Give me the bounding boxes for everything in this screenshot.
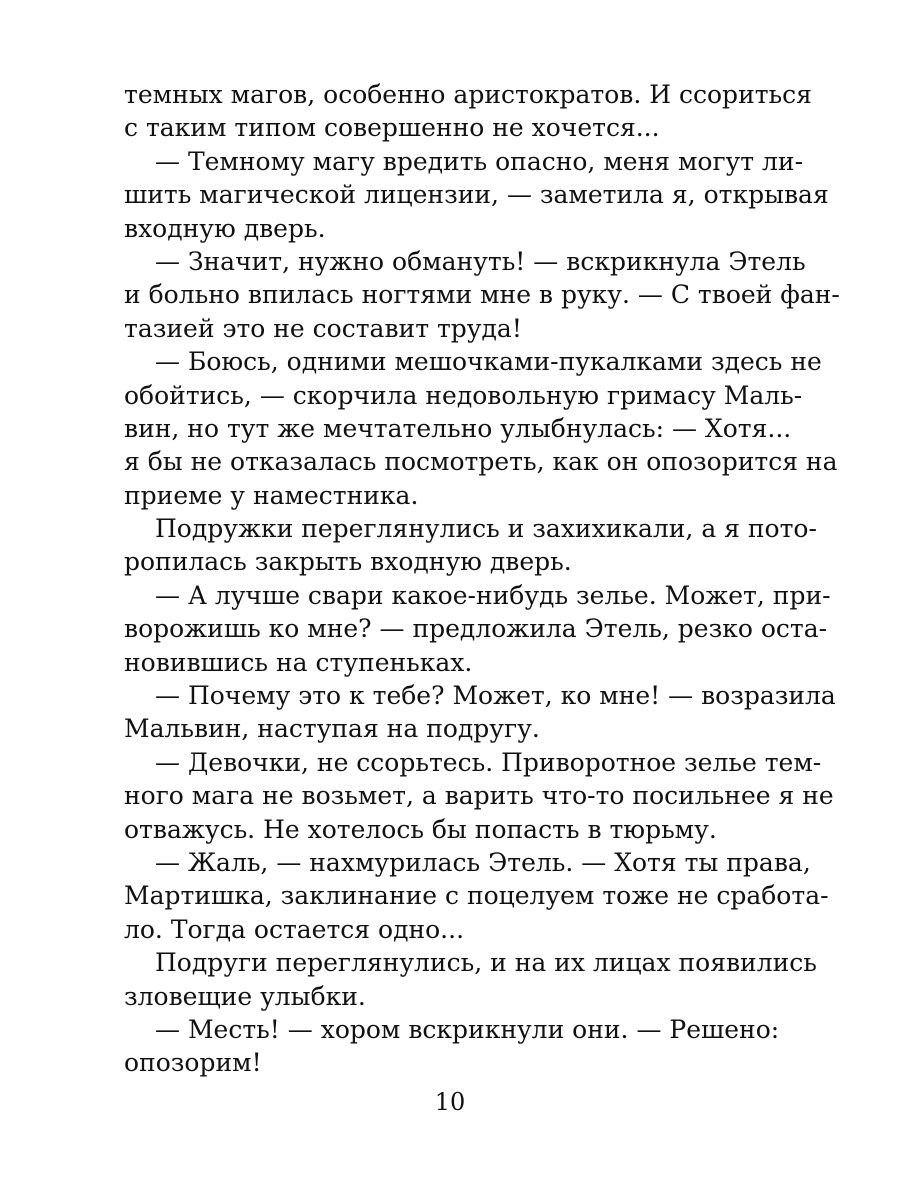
text-line: ворожишь ко мне? — предложила Этель, резко оста-: [124, 614, 828, 644]
text-line: — Значит, нужно обмануть! — вскрикнула Этель: [155, 246, 806, 276]
text-line: приеме у наместника.: [124, 480, 419, 510]
text-line: — Боюсь, одними мешочками-пукалками здесь не: [155, 347, 822, 377]
text-line: Мальвин, наступая на подругу.: [124, 714, 540, 744]
text-line: я бы не отказалась посмотреть, как он опозорится на: [124, 447, 838, 477]
text-line: ло. Тогда остается одно...: [124, 914, 465, 944]
page-number: 10: [434, 1088, 466, 1116]
text-line: шить магической лицензии, — заметила я, открывая: [124, 180, 829, 210]
text-line: ропилась закрыть входную дверь.: [124, 547, 572, 577]
text-line: тазией это не составит труда!: [124, 313, 522, 343]
text-line: Подруги переглянулись, и на их лицах появились: [155, 948, 817, 978]
text-line: отважусь. Не хотелось бы попасть в тюрьму.: [124, 814, 717, 844]
text-line: и больно впилась ногтями мне в руку. — С твоей фан-: [124, 280, 840, 310]
text-line: новившись на ступеньках.: [124, 647, 473, 677]
text-line: обойтись, — скорчила недовольную гримасу Маль-: [124, 380, 803, 410]
text-line: с таким типом совершенно не хочется...: [124, 113, 660, 143]
text-line: — Почему это к тебе? Может, ко мне! — возразила: [155, 681, 836, 711]
text-line: темных магов, особенно аристократов. И ссориться: [124, 80, 812, 109]
text-line: Подружки переглянулись и захихикали, а я пото-: [155, 514, 817, 544]
text-line: опозорим!: [124, 1048, 262, 1078]
text-line: Мартишка, заклинание с поцелуем тоже не сработа-: [124, 881, 829, 911]
text-line: — Девочки, не ссорьтесь. Приворотное зелье тем-: [155, 747, 822, 777]
text-line: вин, но тут же мечтательно улыбнулась: — Хотя...: [124, 413, 792, 443]
text-line: — Темному магу вредить опасно, меня могут ли-: [155, 146, 804, 176]
text-line: — А лучше свари какое-нибудь зелье. Может, при-: [155, 580, 831, 610]
text-line: ного мага не возьмет, а варить что-то посильнее я не: [124, 781, 834, 811]
text-line: — Месть! — хором вскрикнули они. — Решено:: [155, 1014, 780, 1044]
text-line: входную дверь.: [124, 213, 326, 243]
text-line: — Жаль, — нахмурилась Этель. — Хотя ты права,: [155, 847, 811, 877]
book-page-text: [124, 78, 840, 1080]
text-line: зловещие улыбки.: [124, 981, 366, 1011]
